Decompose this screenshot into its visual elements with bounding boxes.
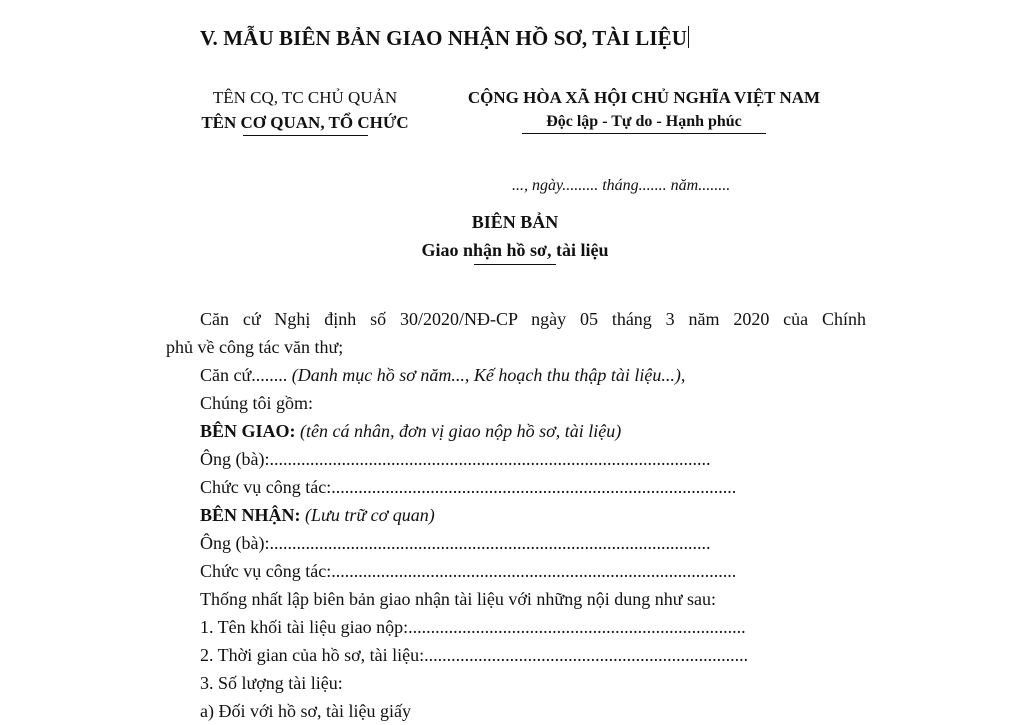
receiver-heading xyxy=(166,501,866,529)
basis-line-1-continued: phủ về công tác văn thư; xyxy=(166,337,344,357)
agency-name: TÊN CƠ QUAN, TỔ CHỨC xyxy=(201,113,409,132)
document-subtitle: Giao nhận hồ sơ, tài liệu xyxy=(421,240,609,260)
national-motto: Độc lập - Tự do - Hạnh phúc xyxy=(546,113,742,130)
item-3-line: 3. Số lượng tài liệu: xyxy=(200,673,343,693)
item-3a-line: a) Đối với hồ sơ, tài liệu giấy xyxy=(200,701,411,721)
basis-2-label: Căn cứ........ xyxy=(200,365,288,385)
basis-2-note: (Danh mục hồ sơ năm..., Kế hoạch thu thập tài liệu...), xyxy=(291,365,686,385)
item-2-field: 2. Thời gian của hồ sơ, tài liệu:........................................................................ xyxy=(200,645,749,665)
subtitle-underline xyxy=(474,264,556,265)
section-heading-text: V. MẪU BIÊN BẢN GIAO NHẬN HỒ SƠ, TÀI LIỆU xyxy=(200,26,687,50)
agency-parent-name: TÊN CQ, TC CHỦ QUẢN xyxy=(212,88,398,107)
basis-line-1: Căn cứ Nghị định số 30/2020/NĐ-CP ngày 05 tháng 3 năm 2020 của Chính xyxy=(200,309,866,329)
sender-position-field: Chức vụ công tác:.......................................................................................... xyxy=(200,477,737,497)
item-1-field: 1. Tên khối tài liệu giao nộp:........................................................................... xyxy=(200,617,746,637)
receiver-position-field: Chức vụ công tác:.......................................................................................... xyxy=(200,561,737,581)
agreement-line: Thống nhất lập biên bản giao nhận tài liệu với những nội dung như sau: xyxy=(200,589,716,609)
agency-underline xyxy=(243,135,368,136)
sender-heading xyxy=(166,417,866,445)
document-title: BIÊN BẢN xyxy=(471,212,559,232)
receiver-label: BÊN NHẬN: xyxy=(200,505,301,525)
motto-underline xyxy=(522,133,766,134)
sender-name-field: Ông (bà):.................................................................................................. xyxy=(200,449,711,469)
document-body xyxy=(166,305,866,725)
national-header xyxy=(436,88,852,134)
we-include-line: Chúng tôi gồm: xyxy=(200,393,314,413)
document-title-block xyxy=(315,212,715,265)
date-line: ..., ngày......... tháng....... năm........ xyxy=(512,177,731,194)
agency-header xyxy=(185,88,425,136)
section-heading xyxy=(200,26,689,51)
sender-label: BÊN GIAO: xyxy=(200,421,296,441)
text-cursor xyxy=(688,26,689,48)
nation-name: CỘNG HÒA XÃ HỘI CHỦ NGHĨA VIỆT NAM xyxy=(467,88,821,107)
receiver-name-field: Ông (bà):.................................................................................................. xyxy=(200,533,711,553)
basis-line-2 xyxy=(166,361,866,389)
receiver-note: (Lưu trữ cơ quan) xyxy=(305,505,435,525)
sender-note: (tên cá nhân, đơn vị giao nộp hồ sơ, tài liệu) xyxy=(300,421,622,441)
